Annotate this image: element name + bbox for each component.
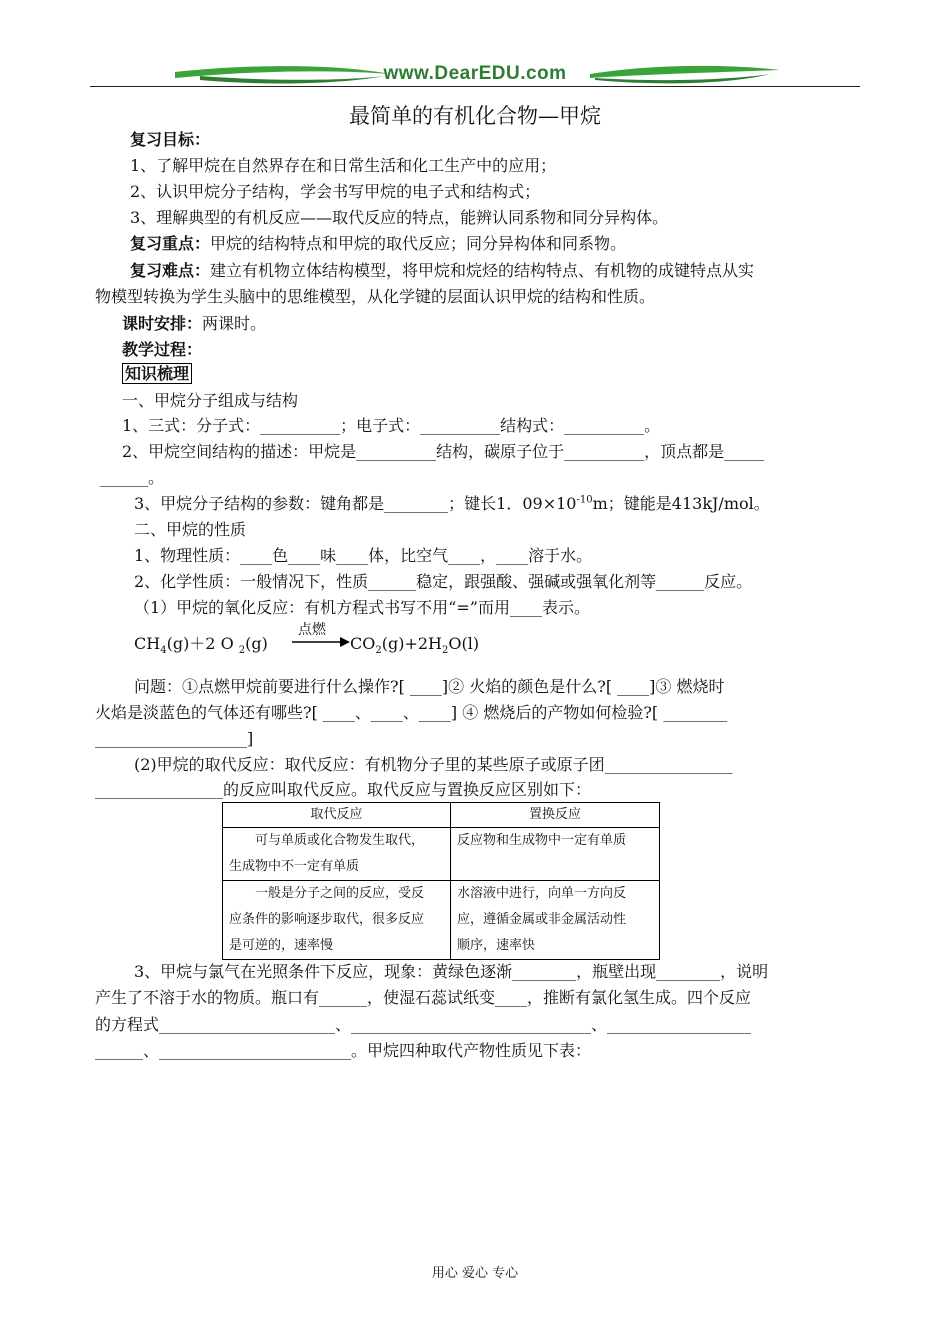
comparison-table	[222, 802, 660, 960]
table-cell: 可与单质或化合物发生取代， 生成物中不一定有单质	[223, 828, 451, 881]
chlorine-reaction: 3、甲烷与氯气在光照条件下反应，现象：黄绿色逐渐________，瓶壁出现________，说明	[134, 962, 769, 981]
reaction-arrow	[292, 636, 350, 648]
chlorine-reaction-cont: 产生了不溶于水的物质。瓶口有______，使湿石蕊试纸变____，推断有氯化氢生成。四个反应	[95, 988, 752, 1007]
substitution-definition: (2)甲烷的取代反应：取代反应：有机物分子里的某些原子或原子团________________	[134, 755, 733, 774]
oxidation-reaction: （1）甲烷的氧化反应：有机方程式书写不用“=”而用____表示。	[134, 598, 590, 617]
question-text: ___________________]	[95, 729, 254, 748]
table-cell: 水溶液中进行，向单一方向反 应，遵循金属或非金属活动性 顺序，速率快	[451, 881, 660, 960]
page-footer: 用心 爱心 专心	[431, 1266, 519, 1281]
table-row	[223, 828, 660, 881]
question-text: 问题：①点燃甲烷前要进行什么操作?[ ____]② 火焰的颜色是什么?[ ____]③ 燃烧时	[134, 677, 725, 696]
structure-description: 2、甲烷空间结构的描述：甲烷是__________结构，碳原子位于__________，顶点都是_____	[122, 442, 765, 461]
site-url: www.DearEDU.com	[383, 63, 567, 84]
section-heading: 一、甲烷分子组成与结构	[122, 391, 299, 410]
schedule: 课时安排：两课时。	[122, 314, 267, 333]
table-header: 置换反应	[451, 803, 660, 828]
header-rule	[90, 86, 860, 87]
table-header: 取代反应	[223, 803, 451, 828]
goal-item: 2、认识甲烷分子结构，学会书写甲烷的电子式和结构式；	[130, 182, 541, 201]
question-text: 火焰是淡蓝色的气体还有哪些?[ ____、____、____] ④ 燃烧后的产物如何检验?[ ________	[95, 703, 728, 722]
equation-right: $CO_2(g)+2H_2O(l)$	[350, 634, 480, 657]
equation-condition: 点燃	[298, 622, 326, 638]
chlorine-reaction-cont: ______、________________________。甲烷四种取代产物性质见下表：	[95, 1041, 592, 1060]
chlorine-reaction-cont: 的方程式______________________、______________________________、__________________	[95, 1015, 752, 1034]
difficulty-points: 复习难点：建立有机物立体结构模型，将甲烷和烷烃的结构特点、有机物的成键特点从实	[130, 261, 755, 280]
goal-item: 1、了解甲烷在自然界存在和日常生活和化工生产中的应用；	[130, 156, 557, 175]
knowledge-label: 知识梳理	[122, 362, 192, 386]
substitution-definition-cont: ________________的反应叫取代反应。取代反应与置换反应区别如下：	[95, 780, 592, 799]
physical-properties: 1、物理性质：____色____味____体，比空气____，____溶于水。	[134, 546, 593, 565]
table-row	[223, 881, 660, 960]
key-points: 复习重点：甲烷的结构特点和甲烷的取代反应；同分异构体和同系物。	[130, 234, 627, 253]
page-title: 最简单的有机化合物—甲烷	[349, 104, 601, 128]
goal-item: 3、理解典型的有机反应——取代反应的特点，能辨认同系物和同分异构体。	[130, 208, 669, 227]
process-label: 教学过程：	[122, 340, 203, 359]
table-cell: 一般是分子之间的反应，受反 应条件的影响逐步取代，很多反应 是可逆的，速率慢	[223, 881, 451, 960]
goals-label: 复习目标：	[130, 130, 211, 149]
table-cell: 反应物和生成物中一定有单质	[451, 828, 660, 881]
formula-blanks: 1、三式：分子式：__________；电子式：__________结构式：__________。	[122, 416, 661, 435]
site-header	[90, 60, 860, 90]
equation-left: $CH_4(g)+2$ O $_2$(g)	[134, 634, 268, 657]
chemical-properties: 2、化学性质：一般情况下，性质______稳定，跟强酸、强碱或强氧化剂等______反应。	[134, 572, 753, 591]
structure-description-cont: ______。	[100, 468, 165, 487]
section-heading: 二、甲烷的性质	[134, 520, 247, 539]
structure-parameters: 3、甲烷分子结构的参数：键角都是________；键长1．$09\times 10^{-10}m$；键能是413kJ/mol。	[134, 494, 770, 513]
difficulty-points-cont: 物模型转换为学生头脑中的思维模型，从化学键的层面认识甲烷的结构和性质。	[95, 287, 656, 306]
table-header-row	[223, 803, 660, 828]
